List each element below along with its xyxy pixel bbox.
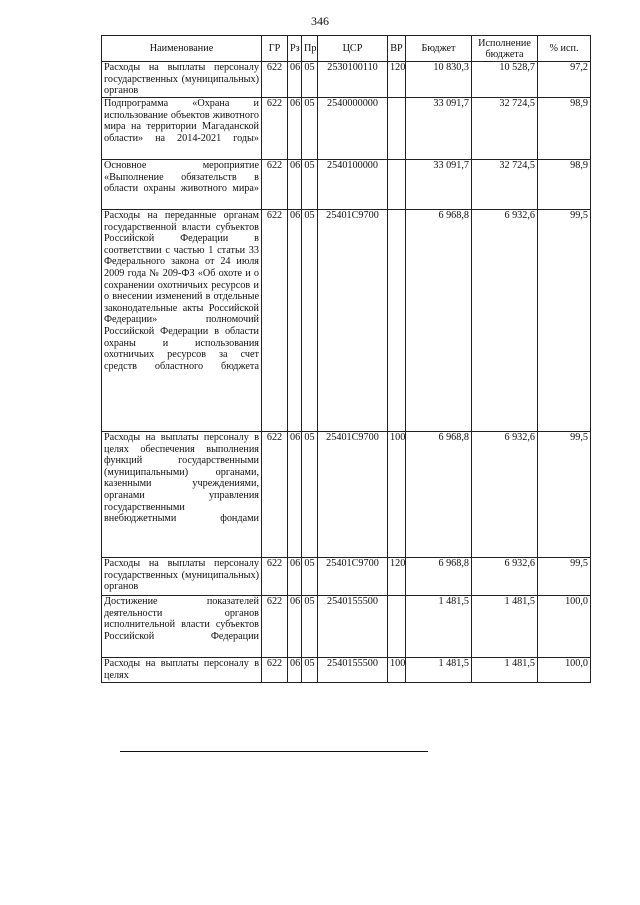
row-pr: 05: [302, 160, 318, 210]
row-pr: 05: [302, 98, 318, 160]
row-execution: 32 724,5: [472, 98, 538, 160]
row-percent: 100,0: [538, 596, 591, 658]
row-csr: 2530100110: [318, 62, 388, 98]
table-row: [102, 596, 591, 658]
row-vr: [388, 98, 406, 160]
header-vr: ВР: [388, 36, 406, 62]
row-csr: 25401С9700: [318, 432, 388, 558]
header-execution: Исполнение бюджета: [472, 36, 538, 62]
row-gr: 622: [262, 596, 288, 658]
header-pr: Пр: [302, 36, 318, 62]
row-name: Основное мероприятие «Выполнение обязательств в области охраны животного мира»: [102, 160, 262, 210]
row-budget: 10 830,3: [406, 62, 472, 98]
table-row: [102, 160, 591, 210]
row-csr: 25401С9700: [318, 210, 388, 432]
table-row: [102, 558, 591, 596]
row-execution: 10 528,7: [472, 62, 538, 98]
row-percent: 99,5: [538, 210, 591, 432]
row-name: Расходы на переданные органам государственной власти субъектов Российской Федерации в соответствии с частью 1 статьи 33 Федерального закона от 24 июля 2009 года № 209-ФЗ «Об охоте и о сохранении охотничьих ресурсов и о внесении изменений в отдельные законодательные акты Российской Федерации» полномочий Российской Федерации в области охраны и использования охотничьих ресурсов за счет средств областного бюджета: [102, 210, 262, 432]
row-csr: 2540155500: [318, 658, 388, 683]
row-rz: 06: [288, 210, 302, 432]
row-pr: 05: [302, 210, 318, 432]
table-row: [102, 658, 591, 683]
row-csr: 2540155500: [318, 596, 388, 658]
row-percent: 98,9: [538, 160, 591, 210]
row-gr: 622: [262, 160, 288, 210]
row-budget: 33 091,7: [406, 98, 472, 160]
row-name: Расходы на выплаты персоналу в целях: [102, 658, 262, 683]
row-rz: 06: [288, 160, 302, 210]
page-number: 346: [311, 14, 329, 28]
row-pr: 05: [302, 558, 318, 596]
row-name: Расходы на выплаты персоналу государственных (муниципальных) органов: [102, 558, 262, 596]
row-rz: 06: [288, 658, 302, 683]
budget-table: [101, 35, 591, 683]
row-vr: [388, 210, 406, 432]
row-rz: 06: [288, 432, 302, 558]
row-pr: 05: [302, 62, 318, 98]
footnote-divider: [120, 751, 428, 752]
table-row: [102, 62, 591, 98]
row-name: Расходы на выплаты персоналу государственных (муниципальных) органов: [102, 62, 262, 98]
row-execution: 1 481,5: [472, 658, 538, 683]
row-name: Достижение показателей деятельности органов исполнительной власти субъектов Российской Федерации: [102, 596, 262, 658]
row-budget: 33 091,7: [406, 160, 472, 210]
row-percent: 100,0: [538, 658, 591, 683]
row-name: Подпрограмма «Охрана и использование объектов животного мира на территории Магаданской области» на 2014-2021 годы»: [102, 98, 262, 160]
header-percent: % исп.: [538, 36, 591, 62]
table-header-row: [102, 36, 591, 62]
row-rz: 06: [288, 558, 302, 596]
row-gr: 622: [262, 62, 288, 98]
row-pr: 05: [302, 658, 318, 683]
header-rz: Рз: [288, 36, 302, 62]
row-budget: 6 968,8: [406, 210, 472, 432]
row-rz: 06: [288, 62, 302, 98]
row-rz: 06: [288, 596, 302, 658]
row-csr: 2540000000: [318, 98, 388, 160]
row-csr: 2540100000: [318, 160, 388, 210]
row-gr: 622: [262, 558, 288, 596]
row-vr: 100: [388, 432, 406, 558]
header-gr: ГР: [262, 36, 288, 62]
row-vr: [388, 160, 406, 210]
row-gr: 622: [262, 98, 288, 160]
row-gr: 622: [262, 658, 288, 683]
row-execution: 6 932,6: [472, 558, 538, 596]
row-name: Расходы на выплаты персоналу в целях обеспечения выполнения функций государственными (муниципальными) органами, казенными учреждениями, органами управления государственными внебюджетными фондами: [102, 432, 262, 558]
table-row: [102, 432, 591, 558]
row-percent: 98,9: [538, 98, 591, 160]
row-vr: 120: [388, 62, 406, 98]
row-vr: [388, 596, 406, 658]
row-percent: 99,5: [538, 432, 591, 558]
table-row: [102, 98, 591, 160]
row-execution: 32 724,5: [472, 160, 538, 210]
row-pr: 05: [302, 596, 318, 658]
row-execution: 6 932,6: [472, 432, 538, 558]
row-execution: 6 932,6: [472, 210, 538, 432]
row-budget: 1 481,5: [406, 596, 472, 658]
row-gr: 622: [262, 210, 288, 432]
row-percent: 99,5: [538, 558, 591, 596]
row-gr: 622: [262, 432, 288, 558]
header-csr: ЦСР: [318, 36, 388, 62]
row-budget: 1 481,5: [406, 658, 472, 683]
row-budget: 6 968,8: [406, 558, 472, 596]
row-budget: 6 968,8: [406, 432, 472, 558]
row-pr: 05: [302, 432, 318, 558]
row-percent: 97,2: [538, 62, 591, 98]
row-execution: 1 481,5: [472, 596, 538, 658]
header-budget: Бюджет: [406, 36, 472, 62]
row-vr: 120: [388, 558, 406, 596]
row-csr: 25401С9700: [318, 558, 388, 596]
header-name: Наименование: [102, 36, 262, 62]
table-row: [102, 210, 591, 432]
row-vr: 100: [388, 658, 406, 683]
row-rz: 06: [288, 98, 302, 160]
